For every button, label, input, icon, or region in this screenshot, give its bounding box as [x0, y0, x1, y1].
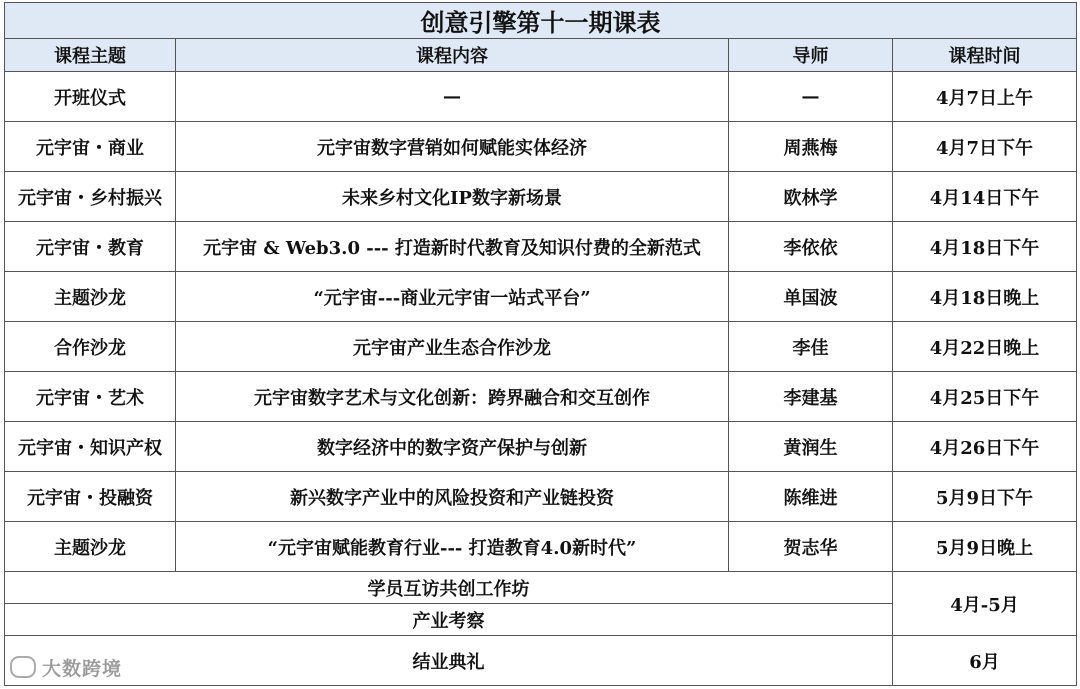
table-title: 创意引擎第十一期课表	[5, 3, 1077, 39]
cell-topic: 元宇宙・投融资	[5, 472, 176, 522]
cell-topic: 元宇宙・教育	[5, 222, 176, 272]
table-body	[5, 72, 1077, 572]
header-mentor: 导师	[729, 39, 893, 72]
cell-topic: 主题沙龙	[5, 522, 176, 572]
table-row	[5, 172, 1077, 222]
cell-mentor: 周燕梅	[729, 122, 893, 172]
cell-content: 未来乡村文化IP数字新场景	[176, 172, 729, 222]
closing-cell: 结业典礼	[5, 636, 893, 686]
footer-row-workshop	[5, 572, 1077, 604]
cell-content: 元宇宙数字艺术与文化创新：跨界融合和交互创作	[176, 372, 729, 422]
cell-content: 数字经济中的数字资产保护与创新	[176, 422, 729, 472]
cell-topic: 主题沙龙	[5, 272, 176, 322]
cell-time: 5月9日下午	[893, 472, 1077, 522]
header-row	[5, 39, 1077, 72]
header-topic: 课程主题	[5, 39, 176, 72]
title-row	[5, 3, 1077, 39]
schedule-container	[4, 2, 1076, 686]
cell-content: 元宇宙数字营销如何赋能实体经济	[176, 122, 729, 172]
cell-content: 新兴数字产业中的风险投资和产业链投资	[176, 472, 729, 522]
cell-time: 4月22日晚上	[893, 322, 1077, 372]
cell-content: 元宇宙 & Web3.0 --- 打造新时代教育及知识付费的全新范式	[176, 222, 729, 272]
table-row	[5, 72, 1077, 122]
cell-topic: 元宇宙・乡村振兴	[5, 172, 176, 222]
cell-time: 4月18日晚上	[893, 272, 1077, 322]
cell-mentor: —	[729, 72, 893, 122]
cell-time: 4月14日下午	[893, 172, 1077, 222]
cell-mentor: 黄润生	[729, 422, 893, 472]
cell-mentor: 李依依	[729, 222, 893, 272]
cell-time: 4月7日下午	[893, 122, 1077, 172]
watermark	[10, 654, 122, 681]
period-cell-2: 6月	[893, 636, 1077, 686]
cell-content: —	[176, 72, 729, 122]
logo-icon	[10, 656, 36, 678]
workshop-cell: 学员互访共创工作坊	[5, 572, 893, 604]
cell-time: 4月26日下午	[893, 422, 1077, 472]
cell-content: 元宇宙产业生态合作沙龙	[176, 322, 729, 372]
cell-content: “元宇宙---商业元宇宙一站式平台”	[176, 272, 729, 322]
cell-topic: 开班仪式	[5, 72, 176, 122]
period-cell-1: 4月-5月	[893, 572, 1077, 636]
table-row	[5, 272, 1077, 322]
visit-cell: 产业考察	[5, 604, 893, 636]
cell-mentor: 单国波	[729, 272, 893, 322]
cell-mentor: 李建基	[729, 372, 893, 422]
cell-content: “元宇宙赋能教育行业--- 打造教育4.0新时代”	[176, 522, 729, 572]
table-row	[5, 422, 1077, 472]
schedule-table	[4, 2, 1077, 686]
table-row	[5, 322, 1077, 372]
cell-mentor: 李佳	[729, 322, 893, 372]
cell-topic: 合作沙龙	[5, 322, 176, 372]
header-content: 课程内容	[176, 39, 729, 72]
cell-time: 4月18日下午	[893, 222, 1077, 272]
cell-mentor: 贺志华	[729, 522, 893, 572]
cell-mentor: 欧林学	[729, 172, 893, 222]
header-time: 课程时间	[893, 39, 1077, 72]
cell-time: 4月25日下午	[893, 372, 1077, 422]
table-row	[5, 372, 1077, 422]
cell-mentor: 陈维进	[729, 472, 893, 522]
table-row	[5, 522, 1077, 572]
cell-topic: 元宇宙・商业	[5, 122, 176, 172]
cell-topic: 元宇宙・知识产权	[5, 422, 176, 472]
table-row	[5, 472, 1077, 522]
cell-time: 4月7日上午	[893, 72, 1077, 122]
table-row	[5, 122, 1077, 172]
table-row	[5, 222, 1077, 272]
footer-row-closing	[5, 636, 1077, 686]
watermark-text: 大数跨境	[42, 658, 123, 680]
cell-time: 5月9日晚上	[893, 522, 1077, 572]
cell-topic: 元宇宙・艺术	[5, 372, 176, 422]
